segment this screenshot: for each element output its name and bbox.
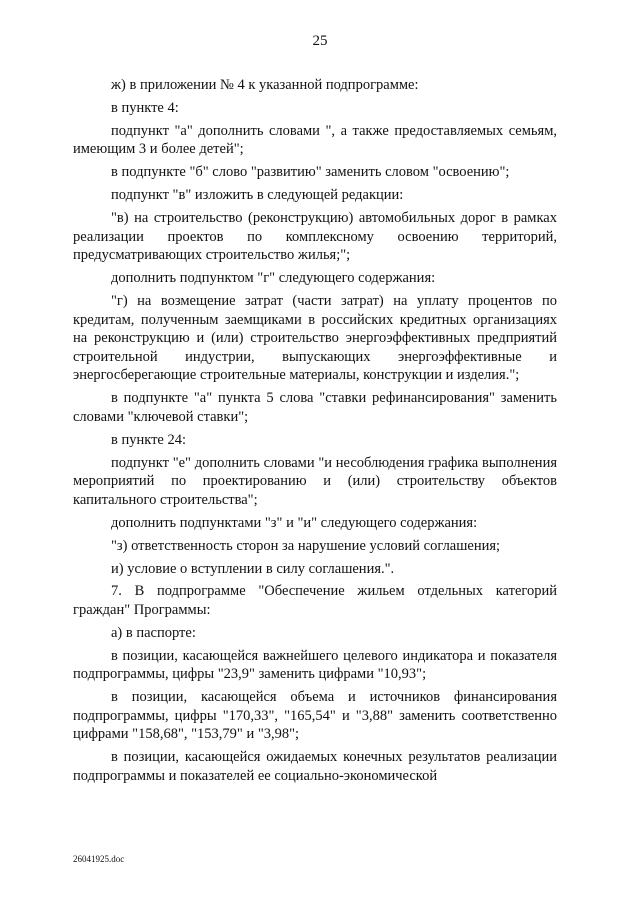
paragraph: в пункте 4:	[111, 99, 179, 116]
footer-filename: 26041925.doc	[73, 854, 125, 864]
paragraph: в позиции, касающейся ожидаемых конечных результатов реализации подпрограммы и показателей ее социально-экономической	[73, 749, 557, 784]
paragraph: в позиции, касающейся важнейшего целевого индикатора и показателя подпрограммы, цифры "23,9" заменить цифрами "10,93";	[73, 647, 557, 683]
document-body	[73, 76, 557, 790]
paragraph: в позиции, касающейся объема и источников финансирования подпрограммы, цифры "170,33", "165,54" и "3,88" заменить соответственно цифрами "158,68", "153,79" и "3,98";	[73, 689, 557, 743]
paragraph: в подпункте "б" слово "развитию" заменить словом "освоению";	[111, 164, 510, 181]
paragraph: подпункт "е" дополнить словами "и несоблюдения графика выполнения мероприятий по проектированию и (или) строительству объектов капитального строительства";	[73, 454, 557, 508]
paragraph: "з) ответственность сторон за нарушение условий соглашения;	[111, 537, 501, 554]
paragraph: а) в паспорте:	[111, 624, 196, 641]
paragraph: подпункт "а" дополнить словами ", а также предоставляемых семьям, имеющим 3 и более детей";	[73, 122, 557, 158]
paragraph: дополнить подпунктом "г" следующего содержания:	[111, 270, 436, 287]
paragraph: в подпункте "а" пункта 5 слова "ставки рефинансирования" заменить словами "ключевой ставки";	[73, 390, 557, 425]
paragraph: 7. В подпрограмме "Обеспечение жильем отдельных категорий граждан" Программы:	[73, 583, 557, 618]
paragraph: "г) на возмещение затрат (части затрат) на уплату процентов по кредитам, полученным заемщиками в российских кредитных организациях на реконструкцию и (или) строительство энергоэффективных предприятий строительной индустрии, выпускающих энергоэффективные и энергосберегающие строительные материалы, конструкции и изделия.";	[73, 293, 557, 384]
page-number: 25	[312, 33, 328, 49]
paragraph: ж) в приложении № 4 к указанной подпрограмме:	[111, 77, 419, 93]
paragraph: дополнить подпунктами "з" и "и" следующего содержания:	[111, 514, 478, 531]
paragraph: в пункте 24:	[111, 431, 187, 448]
paragraph: и) условие о вступлении в силу соглашения.".	[111, 560, 395, 577]
paragraph: подпункт "в" изложить в следующей редакции:	[111, 187, 404, 204]
paragraph: "в) на строительство (реконструкцию) автомобильных дорог в рамках реализации проектов по комплексному освоению территорий, предусматривающих строительство жилья;";	[73, 210, 557, 264]
